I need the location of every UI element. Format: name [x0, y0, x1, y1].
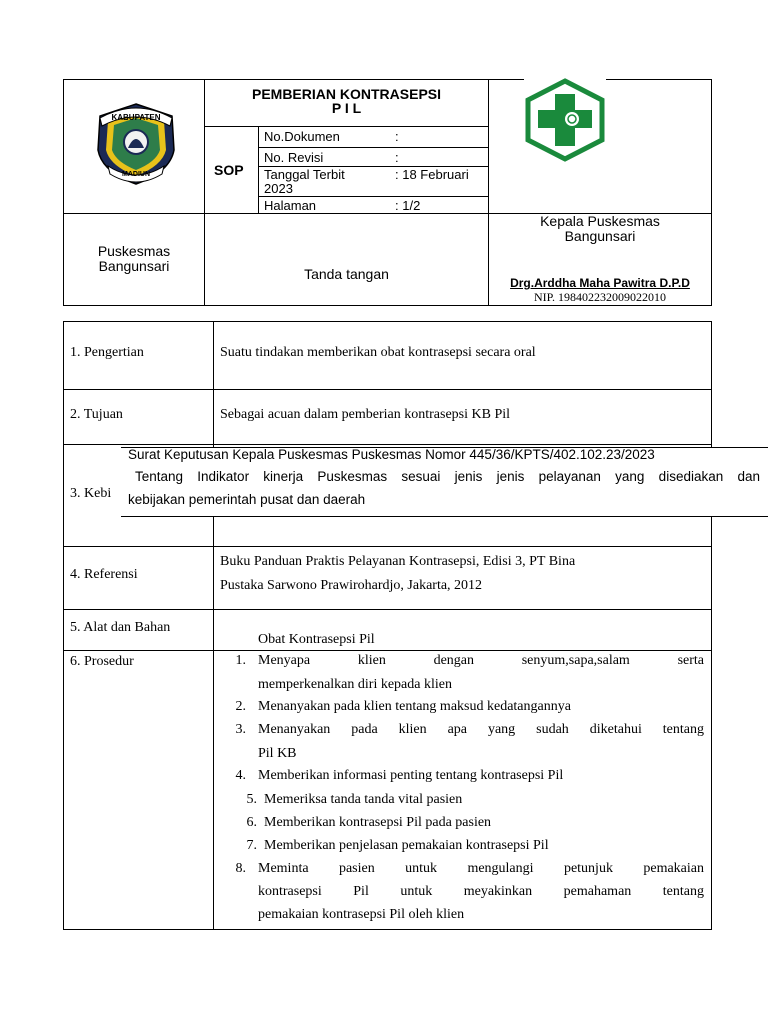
step-number: 2. [235, 699, 246, 714]
referensi-line1: Buku Panduan Praktis Pelayanan Kontrasepsi, Edisi 3, PT Bina [220, 554, 576, 569]
referensi-label: 4. Referensi [70, 567, 138, 582]
step-text-line3: pemakaian kontrasepsi Pil oleh klien [258, 907, 465, 922]
signature-label: Tanda tangan [304, 266, 389, 282]
alat-text: Obat Kontrasepsi Pil [258, 632, 375, 647]
org-name-line2: Bangunsari [98, 258, 170, 274]
head-title-line1: Kepala Puskesmas [540, 213, 660, 229]
tujuan-label: 2. Tujuan [70, 407, 123, 422]
prosedur-label: 6. Prosedur [70, 654, 134, 669]
kebijakan-line3: kebijakan pemerintah pusat dan daerah [128, 492, 366, 507]
step-text-line1: Memberikan informasi penting tentang kontrasepsi Pil [258, 768, 564, 783]
doc-info-label-2: No. Revisi [264, 150, 324, 165]
doc-info-label-1: No.Dokumen [264, 129, 340, 144]
sop-title: PEMBERIAN KONTRASEPSI [251, 86, 442, 102]
prosedur-step-4 [220, 768, 704, 784]
kebijakan-label: 3. Kebi [70, 486, 112, 501]
pengertian-text: Suatu tindakan memberikan obat kontrasepsi secara oral [220, 345, 536, 360]
logo-text-top: KABUPATEN [111, 113, 161, 122]
head-name: Drg.Arddha Maha Pawitra D.P.D [510, 276, 690, 290]
step-text-line2: Pil KB [258, 746, 297, 761]
referensi-line2: Pustaka Sarwono Prawirohardjo, Jakarta, 2012 [220, 578, 483, 593]
prosedur-step-3 [220, 722, 704, 738]
doc-info-value-3: : 18 Februari [395, 167, 469, 182]
logo-text-bottom: MADIUN [122, 171, 150, 178]
prosedur-step-1-cont [220, 677, 704, 693]
step-number: 8. [235, 861, 246, 876]
prosedur-step-1 [220, 653, 704, 669]
sop-subtitle: P I L [331, 100, 362, 116]
head-nip: NIP. 198402232009022010 [533, 290, 666, 304]
step-number: 7. [246, 838, 257, 853]
kebijakan-line1: Surat Keputusan Kepala Puskesmas Puskesmas Nomor 445/36/KPTS/402.102.23/2023 [128, 447, 655, 462]
kabupaten-madiun-logo [90, 100, 182, 188]
step-text-line1: Memberikan penjelasan pemakaian kontrasepsi Pil [264, 838, 549, 853]
step-number: 5. [246, 792, 257, 807]
step-text-line2: memperkenalkan diri kepada klien [258, 677, 452, 692]
doc-info-value-2: : [395, 150, 399, 165]
doc-info-value-4: : 1/2 [395, 198, 421, 213]
step-text-line1: Memeriksa tanda tanda vital pasien [264, 792, 463, 807]
step-text-line2: kontrasepsi Pil untuk meyakinkan pemahaman tentang [258, 884, 704, 899]
step-text-line1: Menyapa klien dengan senyum,sapa,salam serta [258, 653, 704, 668]
pengertian-label: 1. Pengertian [70, 345, 144, 360]
prosedur-step-6 [220, 815, 704, 831]
step-text-line1: Menanyakan pada klien apa yang sudah diketahui tentang [258, 722, 704, 737]
step-number: 1. [235, 653, 246, 668]
doc-info-label-4: Halaman [264, 198, 317, 213]
doc-info-value-1: : [395, 129, 399, 144]
doc-info-label-3: Tanggal Terbit [264, 167, 345, 182]
prosedur-step-7 [220, 838, 704, 854]
prosedur-step-8-cont2 [220, 907, 704, 923]
prosedur-step-3-cont [220, 746, 704, 762]
step-text-line1: Menanyakan pada klien tentang maksud kedatangannya [258, 699, 571, 714]
org-name-line1: Puskesmas [97, 243, 171, 259]
prosedur-step-5 [220, 792, 704, 808]
tujuan-text: Sebagai acuan dalam pemberian kontrasepsi KB Pil [220, 407, 511, 422]
step-number: 4. [235, 768, 246, 783]
alat-label: 5. Alat dan Bahan [70, 620, 171, 635]
step-text-line1: Memberikan kontrasepsi Pil pada pasien [264, 815, 492, 830]
sop-label: SOP [214, 162, 244, 178]
prosedur-step-8-cont [220, 884, 704, 900]
step-number: 6. [246, 815, 257, 830]
doc-info-label-3b: 2023 [264, 181, 293, 196]
kebijakan-line2: Tentang Indikator kinerja Puskesmas sesuai jenis jenis pelayanan yang disediakan dan [135, 469, 760, 484]
head-title-line2: Bangunsari [564, 228, 636, 244]
step-number: 3. [235, 722, 246, 737]
step-text-line1: Meminta pasien untuk mengulangi petunjuk pemakaian [258, 861, 704, 876]
puskesmas-logo [524, 78, 606, 162]
prosedur-step-8 [220, 861, 704, 877]
prosedur-step-2 [220, 699, 704, 715]
